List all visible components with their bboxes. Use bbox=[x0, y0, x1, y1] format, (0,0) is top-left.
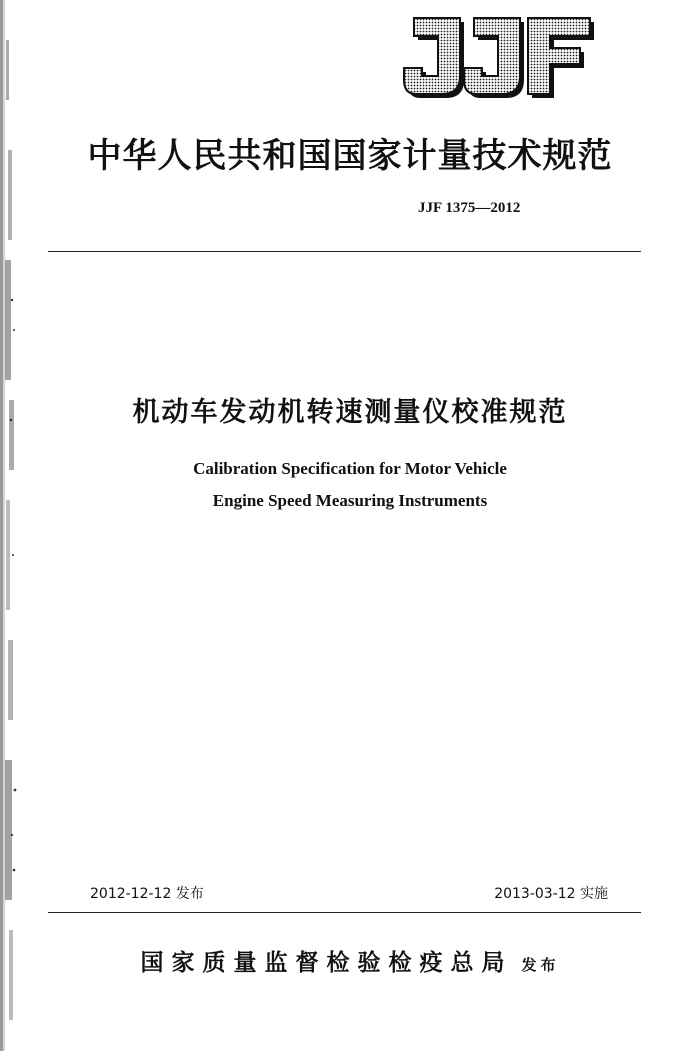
jjf-logo bbox=[400, 12, 600, 100]
publisher-line bbox=[0, 944, 700, 977]
issuing-authority-heading: 中华人民共和国国家计量技术规范 bbox=[87, 136, 613, 176]
publisher-name: 国家质量监督检验检疫总局 bbox=[140, 950, 513, 976]
title-english-line1: Calibration Specification for Motor Vehicle bbox=[193, 459, 507, 478]
bottom-divider bbox=[48, 912, 641, 913]
title-chinese: 机动车发动机转速测量仪校准规范 bbox=[132, 397, 568, 428]
title-english-line2: Engine Speed Measuring Instruments bbox=[212, 491, 488, 510]
issue-date: 2012-12-12 发布 bbox=[90, 886, 204, 902]
top-divider bbox=[48, 251, 641, 252]
publisher-suffix: 发布 bbox=[521, 956, 560, 974]
implementation-date: 2013-03-12 实施 bbox=[494, 886, 608, 902]
standard-number: JJF 1375—2012 bbox=[418, 200, 521, 216]
